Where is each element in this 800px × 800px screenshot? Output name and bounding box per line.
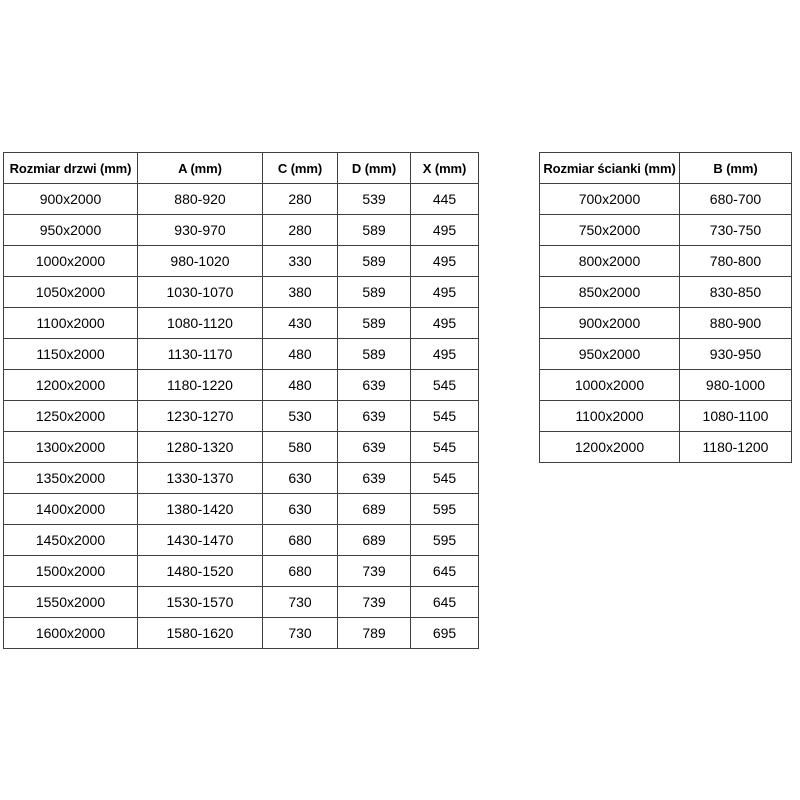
table-cell: 639	[338, 370, 411, 401]
table-cell: 900x2000	[4, 184, 138, 215]
table-cell: 1050x2000	[4, 277, 138, 308]
door-size-table	[3, 152, 479, 649]
table-cell: 1530-1570	[138, 587, 263, 618]
table-cell: 1280-1320	[138, 432, 263, 463]
table-cell: 980-1020	[138, 246, 263, 277]
table-row	[540, 246, 792, 277]
table-row	[540, 308, 792, 339]
table-cell: 1200x2000	[4, 370, 138, 401]
table-row	[4, 277, 479, 308]
table-cell: 589	[338, 246, 411, 277]
table-cell: 495	[411, 215, 479, 246]
table-row	[540, 401, 792, 432]
table-cell: 930-950	[680, 339, 792, 370]
column-header: Rozmiar ścianki (mm)	[540, 153, 680, 184]
table-cell: 1350x2000	[4, 463, 138, 494]
table-cell: 545	[411, 463, 479, 494]
table-cell: 580	[263, 432, 338, 463]
table-row	[4, 463, 479, 494]
table-row	[4, 339, 479, 370]
column-header: D (mm)	[338, 153, 411, 184]
table-cell: 645	[411, 556, 479, 587]
table-cell: 1150x2000	[4, 339, 138, 370]
table-cell: 680-700	[680, 184, 792, 215]
table-cell: 880-920	[138, 184, 263, 215]
table-cell: 630	[263, 463, 338, 494]
table-cell: 589	[338, 308, 411, 339]
table-cell: 589	[338, 339, 411, 370]
column-header: A (mm)	[138, 153, 263, 184]
table-cell: 480	[263, 370, 338, 401]
table-cell: 1200x2000	[540, 432, 680, 463]
table-row	[4, 525, 479, 556]
table-cell: 1000x2000	[4, 246, 138, 277]
table-row	[4, 246, 479, 277]
table-cell: 930-970	[138, 215, 263, 246]
table-cell: 330	[263, 246, 338, 277]
table-cell: 545	[411, 370, 479, 401]
table-row	[540, 432, 792, 463]
table-cell: 1430-1470	[138, 525, 263, 556]
table-cell: 680	[263, 556, 338, 587]
table-cell: 1180-1220	[138, 370, 263, 401]
table-cell: 1450x2000	[4, 525, 138, 556]
table-cell: 430	[263, 308, 338, 339]
table-cell: 495	[411, 308, 479, 339]
table-cell: 1330-1370	[138, 463, 263, 494]
table-cell: 639	[338, 463, 411, 494]
table-row	[4, 184, 479, 215]
table-cell: 800x2000	[540, 246, 680, 277]
column-header: C (mm)	[263, 153, 338, 184]
table-cell: 1400x2000	[4, 494, 138, 525]
table-row	[4, 618, 479, 649]
header-row	[4, 153, 479, 184]
table-cell: 589	[338, 215, 411, 246]
table-cell: 689	[338, 494, 411, 525]
table-row	[4, 587, 479, 618]
table-cell: 1550x2000	[4, 587, 138, 618]
column-header: Rozmiar drzwi (mm)	[4, 153, 138, 184]
table-cell: 695	[411, 618, 479, 649]
table-cell: 1300x2000	[4, 432, 138, 463]
table-cell: 730	[263, 618, 338, 649]
table-row	[540, 277, 792, 308]
table-row	[4, 556, 479, 587]
table-row	[4, 432, 479, 463]
table-cell: 545	[411, 401, 479, 432]
header-row	[540, 153, 792, 184]
table-cell: 280	[263, 184, 338, 215]
table-row	[540, 215, 792, 246]
table-cell: 495	[411, 339, 479, 370]
table-cell: 730	[263, 587, 338, 618]
table-row	[4, 494, 479, 525]
table-row	[540, 370, 792, 401]
table-cell: 1080-1120	[138, 308, 263, 339]
table-cell: 689	[338, 525, 411, 556]
table-cell: 639	[338, 401, 411, 432]
table-cell: 950x2000	[4, 215, 138, 246]
table-row	[4, 215, 479, 246]
table-cell: 539	[338, 184, 411, 215]
table-cell: 950x2000	[540, 339, 680, 370]
table-cell: 530	[263, 401, 338, 432]
table-cell: 1600x2000	[4, 618, 138, 649]
table-cell: 1100x2000	[4, 308, 138, 339]
table-cell: 1080-1100	[680, 401, 792, 432]
table-cell: 1500x2000	[4, 556, 138, 587]
table-cell: 980-1000	[680, 370, 792, 401]
table-cell: 645	[411, 587, 479, 618]
table-cell: 1380-1420	[138, 494, 263, 525]
table-cell: 1250x2000	[4, 401, 138, 432]
table-cell: 589	[338, 277, 411, 308]
table-row	[540, 184, 792, 215]
table-cell: 1580-1620	[138, 618, 263, 649]
table-cell: 780-800	[680, 246, 792, 277]
table-cell: 495	[411, 277, 479, 308]
table-cell: 380	[263, 277, 338, 308]
table-cell: 789	[338, 618, 411, 649]
table-cell: 445	[411, 184, 479, 215]
table-cell: 1180-1200	[680, 432, 792, 463]
table-cell: 900x2000	[540, 308, 680, 339]
table-cell: 545	[411, 432, 479, 463]
table-cell: 480	[263, 339, 338, 370]
table-row	[4, 308, 479, 339]
wall-panel-size-table	[539, 152, 792, 463]
table-cell: 680	[263, 525, 338, 556]
table-cell: 595	[411, 525, 479, 556]
table-cell: 730-750	[680, 215, 792, 246]
table-cell: 700x2000	[540, 184, 680, 215]
table-cell: 880-900	[680, 308, 792, 339]
table-cell: 1480-1520	[138, 556, 263, 587]
table-cell: 495	[411, 246, 479, 277]
table-cell: 639	[338, 432, 411, 463]
table-cell: 1100x2000	[540, 401, 680, 432]
table-cell: 1230-1270	[138, 401, 263, 432]
table-row	[540, 339, 792, 370]
table-cell: 830-850	[680, 277, 792, 308]
table-cell: 595	[411, 494, 479, 525]
column-header: B (mm)	[680, 153, 792, 184]
table-cell: 750x2000	[540, 215, 680, 246]
table-cell: 1130-1170	[138, 339, 263, 370]
table-cell: 739	[338, 556, 411, 587]
table-row	[4, 401, 479, 432]
table-cell: 630	[263, 494, 338, 525]
table-cell: 280	[263, 215, 338, 246]
column-header: X (mm)	[411, 153, 479, 184]
table-cell: 1000x2000	[540, 370, 680, 401]
table-cell: 850x2000	[540, 277, 680, 308]
table-row	[4, 370, 479, 401]
table-cell: 1030-1070	[138, 277, 263, 308]
table-cell: 739	[338, 587, 411, 618]
